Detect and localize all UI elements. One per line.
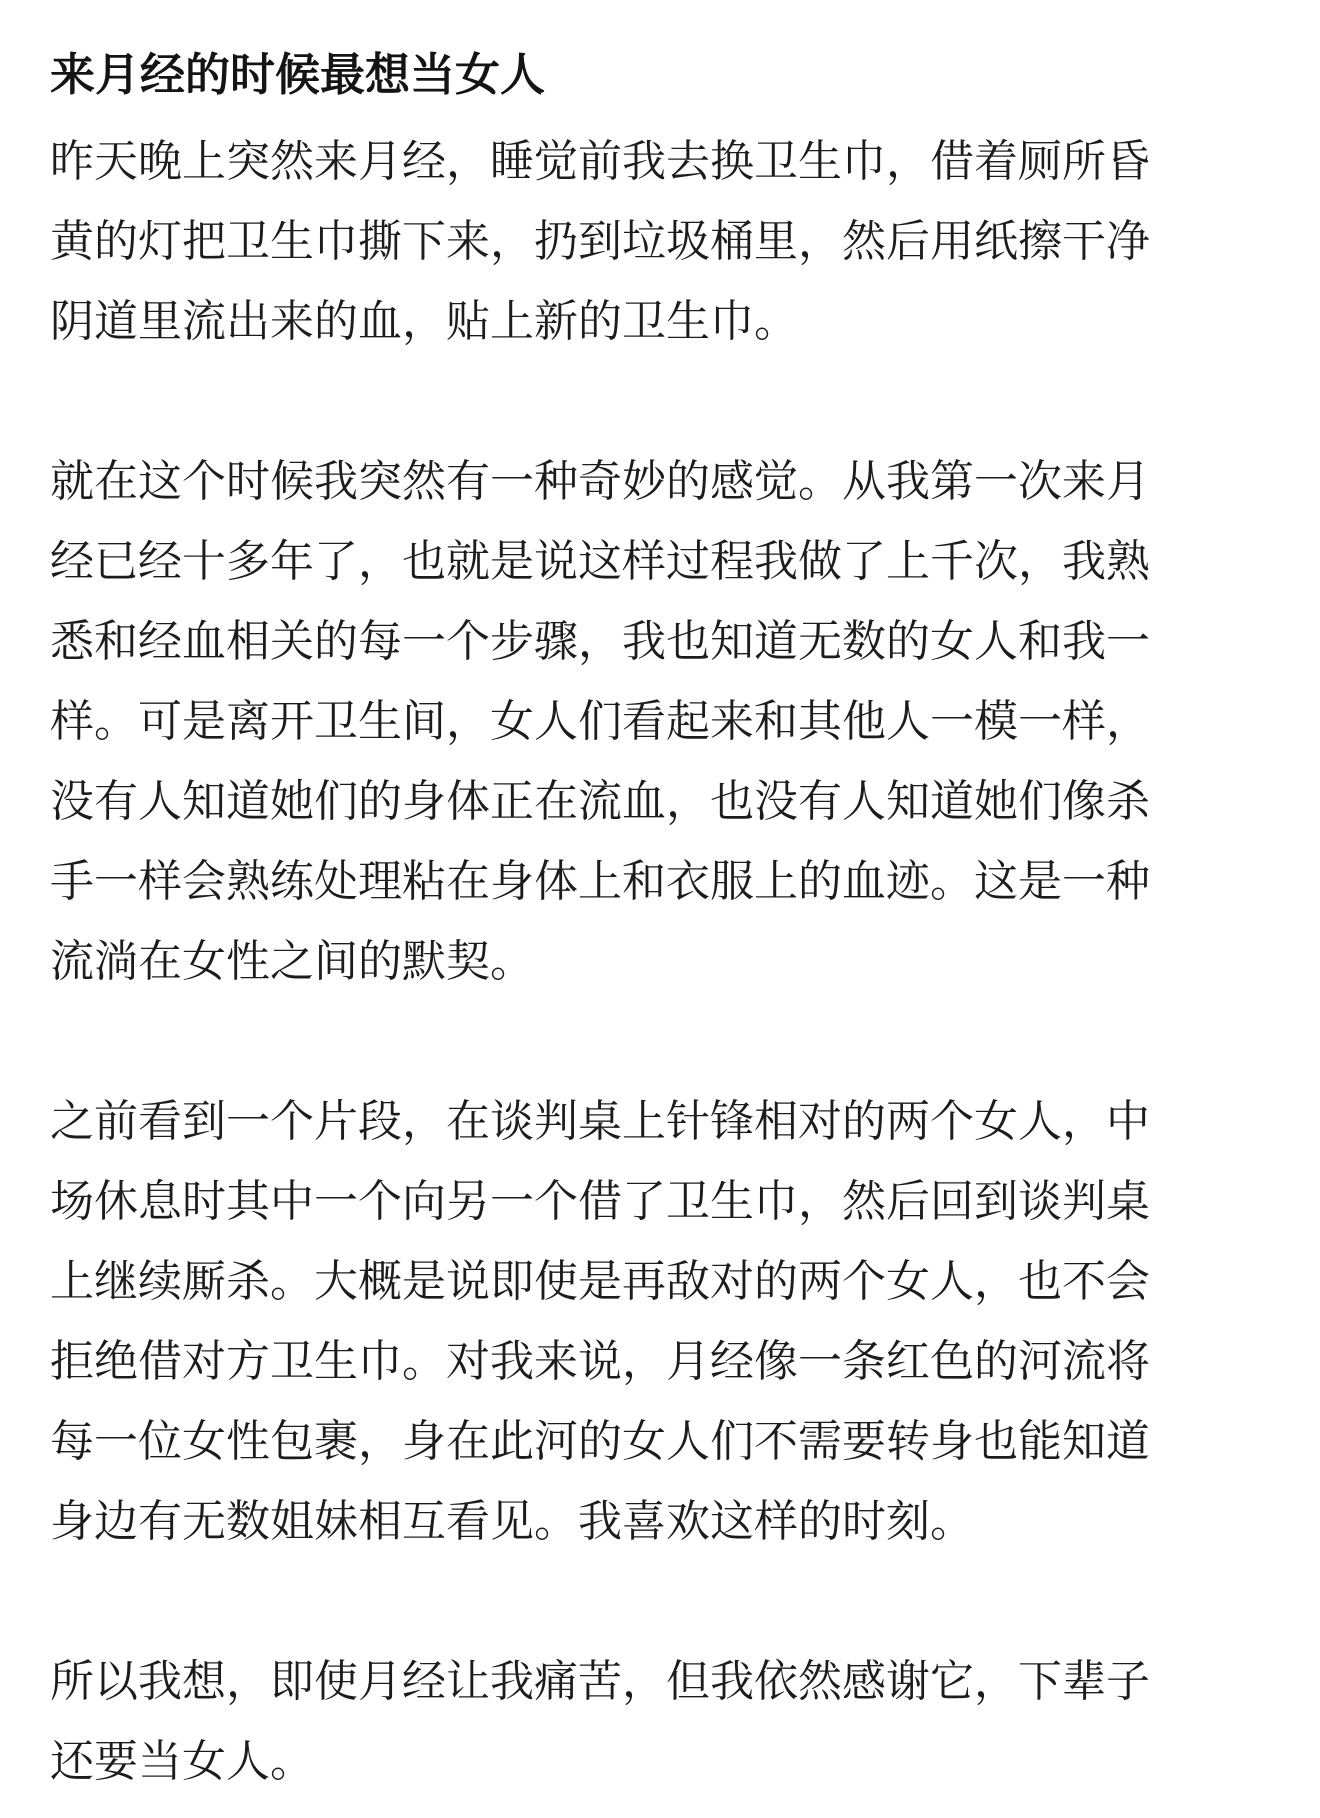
paragraph-line: 每一位女性包裹，身在此河的女人们不需要转身也能知道	[50, 1416, 1150, 1467]
paragraph-spacer	[50, 1002, 1270, 1082]
paragraph-line: 流淌在女性之间的默契。	[50, 936, 534, 987]
paragraph-line: 样。可是离开卫生间，女人们看起来和其他人一模一样，	[50, 696, 1150, 747]
paragraph-line: 场休息时其中一个向另一个借了卫生巾，然后回到谈判桌	[50, 1176, 1150, 1227]
paragraph-line: 之前看到一个片段，在谈判桌上针锋相对的两个女人，中	[50, 1096, 1150, 1147]
paragraph-line: 拒绝借对方卫生巾。对我来说，月经像一条红色的河流将	[50, 1336, 1150, 1387]
paragraph-line: 身边有无数姐妹相互看见。我喜欢这样的时刻。	[50, 1496, 974, 1547]
article-title: 来月经的时候最想当女人	[50, 48, 546, 101]
paragraph-line: 悉和经血相关的每一个步骤，我也知道无数的女人和我一	[50, 616, 1150, 667]
paragraph-line: 经已经十多年了，也就是说这样过程我做了上千次，我熟	[50, 536, 1150, 587]
paragraph-line: 所以我想，即使月经让我痛苦，但我依然感谢它，下辈子	[50, 1656, 1150, 1707]
paragraph-line: 阴道里流出来的血，贴上新的卫生巾。	[50, 296, 798, 347]
paragraph-spacer	[50, 362, 1270, 442]
paragraph-4	[50, 1642, 1270, 1802]
paragraph-2	[50, 442, 1270, 1002]
paragraph-line: 昨天晚上突然来月经，睡觉前我去换卫生巾，借着厕所昏	[50, 136, 1150, 187]
paragraph-spacer	[50, 1562, 1270, 1642]
paragraph-line: 就在这个时候我突然有一种奇妙的感觉。从我第一次来月	[50, 456, 1150, 507]
paragraph-line: 手一样会熟练处理粘在身体上和衣服上的血迹。这是一种	[50, 856, 1150, 907]
paragraph-line: 上继续厮杀。大概是说即使是再敌对的两个女人，也不会	[50, 1256, 1150, 1307]
paragraph-line: 没有人知道她们的身体正在流血，也没有人知道她们像杀	[50, 776, 1150, 827]
paragraph-line: 还要当女人。	[50, 1736, 314, 1787]
paragraph-3	[50, 1082, 1270, 1562]
paragraph-1	[50, 122, 1270, 362]
paragraph-line: 黄的灯把卫生巾撕下来，扔到垃圾桶里，然后用纸擦干净	[50, 216, 1150, 267]
